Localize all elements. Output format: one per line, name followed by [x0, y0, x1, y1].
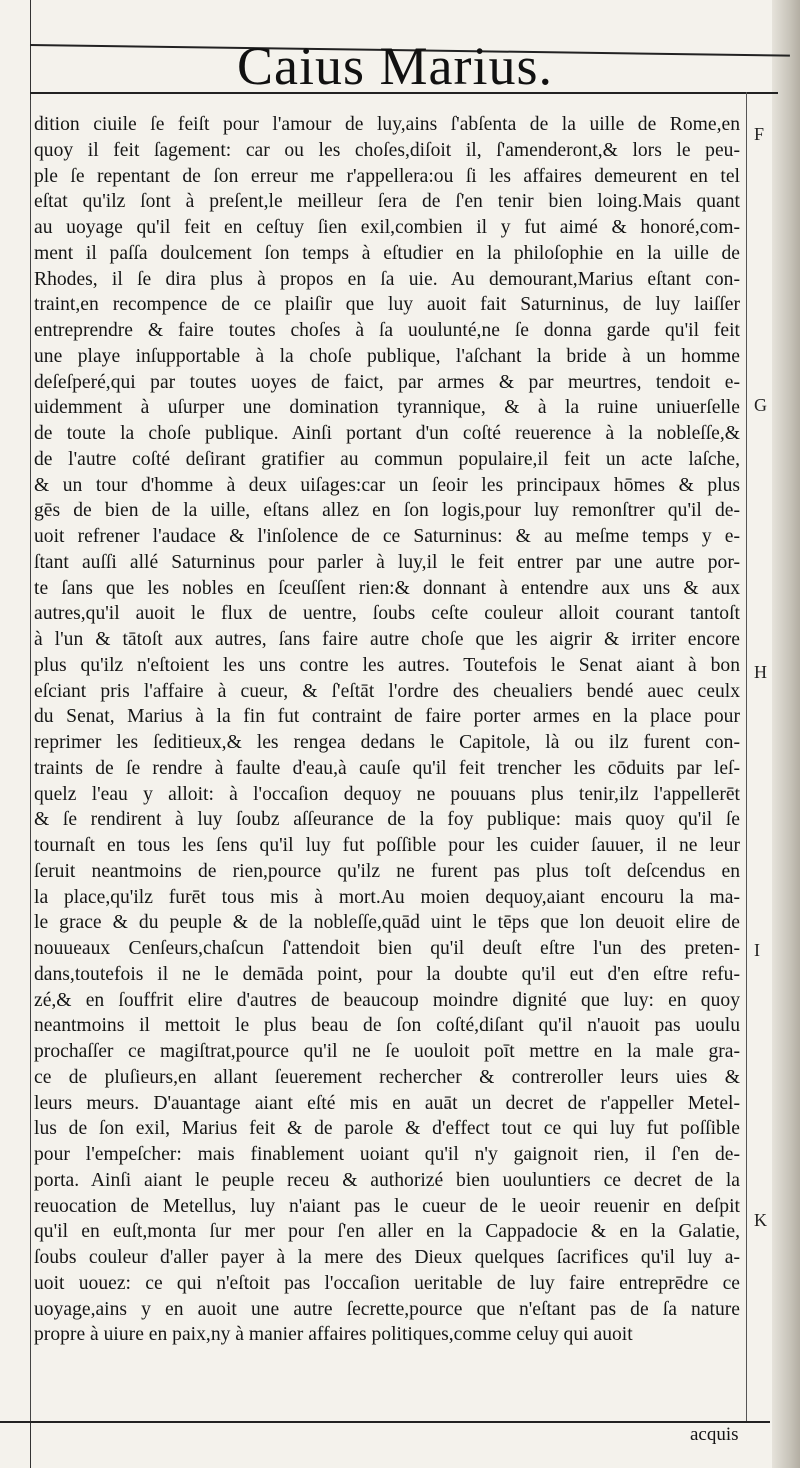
text-line: eſciant pris l'affaire à cueur, & ſ'eſtāt l'ordre des cheualiers bendé auec ceulx	[34, 680, 740, 702]
text-line: à l'un & tātoſt aux autres, ſans faire autre choſe que les aigrir & irriter encore	[34, 629, 740, 650]
text-line: propre à uiure en paix,ny à manier affaires politiques,comme celuy qui auoit	[34, 1324, 633, 1346]
margin-letter-i: I	[754, 940, 760, 960]
text-line: gēs de bien de la uille, eſtans allez en ſon logis,pour luy remonſtrer qu'il de-	[34, 500, 740, 522]
catchword: acquis	[690, 1424, 739, 1445]
text-line: neantmoins il mettoit le plus beau de ſon coſté,diſant qu'il n'auoit pas uoulu	[34, 1015, 740, 1037]
text-line: au uoyage qu'il feit en ceſtuy ſien exil,combien il y fut aimé & honoré,com-	[34, 217, 740, 238]
text-line: ſeruit neantmoins de rien,pource qu'ilz ne furent pas plus toſt deſcendus en	[34, 860, 740, 882]
text-line: nouueaux Cenſeurs,chaſcun ſ'attendoit bien qu'il deuſt eſtre l'un des preten-	[34, 938, 740, 959]
text-line: zé,& en ſouffrit elire d'autres de beaucoup moindre dignité que luy: en quoy	[34, 989, 740, 1011]
text-line: de l'autre coſté deſirant gratifier au commun populaire,il feit un acte laſche,	[34, 448, 740, 470]
text-line: de toute la choſe publique. Ainſi portant d'un coſté reuerence à la nobleſſe,&	[34, 423, 740, 444]
text-line: te ſans que les nobles en ſceuſſent rien:& donnant à entendre aux uns & aux	[34, 577, 740, 599]
text-line: qu'il en euſt,monta ſur mer pour ſ'en aller en la Cappadocie & en la Galatie,	[34, 1221, 740, 1243]
text-line: lus de ſon exil, Marius feit & de parole & d'effect tout ce qui luy fut poſſible	[34, 1118, 740, 1140]
text-line: ple ſe repentant de ſon erreur me r'appellera:ou ſi les affaires demeurent en tel	[34, 165, 740, 187]
text-line: porta. Ainſi aiant le peuple receu & authorizé bien uouluntiers ce decret de la	[34, 1169, 740, 1191]
text-line: dans,toutefois il ne le demāda point, pour la doubte qu'il eut d'en eſtre refu-	[34, 963, 740, 985]
bottom-rule	[0, 1421, 770, 1423]
text-line: dition ciuile ſe feiſt pour l'amour de luy,ains ſ'abſenta de la uille de Rome,en	[34, 114, 740, 135]
text-line: Rhodes, il ſe dira plus à propos en ſa uie. Au demourant,Marius eſtant con-	[34, 268, 740, 290]
text-line: ſoubs couleur d'aller payer à la mere des Dieux quelques ſacrifices qu'il luy a-	[34, 1247, 740, 1268]
text-line: tournaſt en tous les ſens qu'il luy fut poſſible pour les cuider ſauuer, il ne leur	[34, 835, 740, 856]
text-line: traint,en recompence de ce plaiſir que luy auoit fait Saturninus, de luy laiſſer	[34, 294, 740, 316]
text-line: quoy il feit ſagement: car ou les choſes,diſoit il, ſ'amenderont,& lors le peu-	[34, 139, 740, 161]
text-block-right-rule	[746, 92, 747, 1422]
text-line: autres,qu'il auoit le flux de uentre, ſoubs ceſte couleur alloit courant tantoſt	[34, 603, 740, 625]
text-line: & un tour d'homme à deux uiſages:car un ſeoir les principaux hōmes & plus	[34, 474, 740, 496]
text-line: quelz l'eau y alloit: à l'occaſion dequoy ne pouuans plus tenir,ilz l'appellerēt	[34, 783, 740, 805]
text-line: uoit uouez: ce qui n'eſtoit pas l'occaſion ueritable de luy faire entreprēdre ce	[34, 1272, 740, 1294]
text-line: ſtant auſſi allé Saturninus pour parler à luy,il le feit entrer par une autre por-	[34, 551, 740, 573]
text-line: le grace & du peuple & de la nobleſſe,quād uint le tēps que lon deuoit elire de	[34, 912, 740, 934]
text-line: du Senat, Marius à la fin fut contraint de faire porter armes en la place pour	[34, 706, 740, 728]
body-text	[34, 112, 740, 1348]
running-title: Caius Marius.	[237, 36, 553, 96]
text-line: entreprendre & faire toutes choſes à ſa uoulunté,ne ſe donna garde qu'il feit	[34, 320, 740, 341]
text-line: traints de ſe rendre à faulte d'eau,à cauſe qu'il feit trencher les cōduits par leſ-	[34, 757, 740, 779]
text-line: uoyage,ains y en auoit une autre ſecrette,pource que n'eſtant pas de ſa nature	[34, 1298, 740, 1320]
text-line: eſtat qu'ilz ſont à preſent,le meilleur ſera de ſ'en tenir bien loing.Mais quant	[34, 191, 740, 213]
text-line: prochaſſer ce magiſtrat,pource qu'il ne ſe uouloit poīt mettre en la male gra-	[34, 1041, 740, 1062]
margin-letter-k: K	[754, 1210, 767, 1230]
text-line: & ſe rendirent à luy ſoubz aſſeurance de la foy publique: mais quoy qu'il ſe	[34, 809, 740, 831]
text-line: leurs meurs. D'auantage aiant eſté mis en auāt un decret de r'appeller Metel-	[34, 1092, 740, 1114]
margin-letter-h: H	[754, 662, 767, 682]
text-line: ment il paſſa doulcement ſon temps à eſtudier en la philoſophie en la uille de	[34, 242, 740, 264]
text-block-left-rule	[30, 100, 31, 1422]
margin-letter-g: G	[754, 395, 767, 415]
text-line: une playe inſupportable à la choſe publique, l'aſchant la bride à un homme	[34, 345, 740, 367]
text-line: reuocation de Metellus, luy n'aiant pas le cueur de le ueoir reuenir en deſpit	[34, 1195, 740, 1217]
text-line: pour l'empeſcher: mais finablement uoiant qu'il n'y gaignoit rien, il ſ'en de-	[34, 1144, 740, 1165]
text-line: uidemment à uſurper une domination tyrannique, & à la ruine uniuerſelle	[34, 397, 740, 419]
page-edge-shadow	[772, 0, 800, 1468]
text-line: ce de pluſieurs,en allant ſeuerement rechercher & contreroller leurs uies &	[34, 1066, 740, 1088]
text-line: la place,qu'ilz furēt tous mis à mort.Au moien dequoy,aiant encouru la ma-	[34, 886, 740, 908]
text-line: plus qu'ilz n'eſtoient les uns contre les autres. Toutefois le Senat aiant à bon	[34, 654, 740, 676]
margin-letter-f: F	[754, 124, 765, 144]
text-line: reprimer les ſeditieux,& les rengea dedans le Capitole, là ou ilz furent con-	[34, 732, 740, 753]
text-line: deſeſperé,qui par toutes uoyes de faict, par armes & par meurtres, tendoit e-	[34, 371, 740, 393]
text-line: uoit refrener l'audace & l'inſolence de ce Saturninus: & au meſme temps y e-	[34, 526, 740, 547]
